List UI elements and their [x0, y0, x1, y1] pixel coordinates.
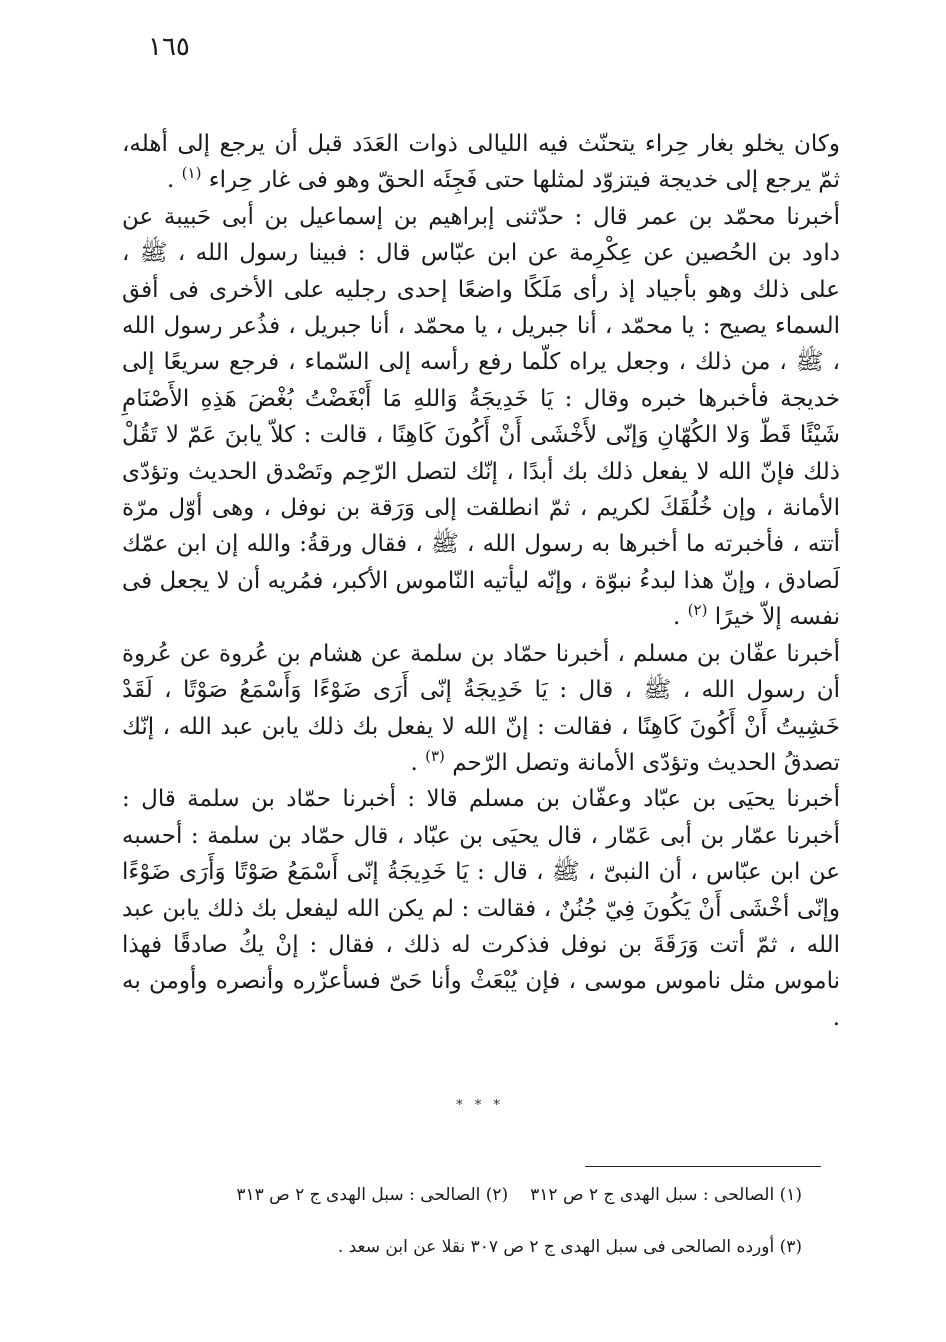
paragraph-3: [122, 636, 840, 782]
paragraph-3-tail: .: [410, 749, 426, 776]
footnote-line-1: [122, 1180, 802, 1210]
paragraph-1-tail: .: [167, 167, 182, 194]
footnote-divider: [585, 1166, 821, 1167]
section-separator: * * *: [456, 1098, 504, 1113]
paragraph-1: [122, 126, 840, 199]
paragraph-2-text: أخبرنا محمّد بن عمر قال : حدّثنى إبراهيم بن إسماعيل بن أبى حَبيبة عن داود بن الحُصين عن عِكْرِمة عن ابن عبّاس قال : فبينا رسول الله ، ﷺ ، على ذلك وهو بأجياد إذ رأى مَلَكًا واضعًا إحدى رجليه على الأخرى فى أفق السماء يصيح : يا محمّد ، أنا جبريل ، يا محمّد ، أنا جبريل ، فذُعر رسول الله ، ﷺ ، من ذلك ، وجعل يراه كلّما رفع رأسه إلى السّماء ، فرجع سريعًا إلى خديجة فأخبرها خبره وقال : يَا خَدِيجَةُ وَاللهِ مَا أَبْغَضْتُ بُغْضَ هَذِهِ الأَصْنَامِ شَيْئًا قَطّ وَلا الكُهّانِ وَإنّى لأَخْشَى أَنْ أَكُونَ كَاهِنًا ، قالت : كلاّ يابنَ عَمّ لا تَقُلْ ذلك فإنّ الله لا يفعل ذلك بك أبدًا ، إنّك لتصل الرّحِم وتَصْدق الحديث وتؤدّى الأمانة ، وإن خُلُقَكَ لكريم ، ثمّ انطلقت إلى وَرَقة بن نوفل ، وهى أوّل مرّة أتته ، فأخبرته ما أخبرها به رسول الله ، ﷺ ، فقال ورقةُ: والله إن ابن عمّك لَصادق ، وإنّ هذا لبدءُ نبوّة ، وإنّه ليأتيه النّاموس الأكبر، فمُريه أن لا يجعل فى نفسه إلاّ خيرًا: [122, 203, 840, 631]
footnote-ref-2: (٢): [687, 601, 708, 620]
footnotes: [122, 1180, 802, 1262]
paragraph-4: [122, 781, 840, 1036]
footnote-ref-3: (٣): [425, 746, 445, 765]
footnote-line-2: [122, 1232, 802, 1262]
footnote-1: (١) الصالحى : سبل الهدى ج ٢ ص ٣١٢: [530, 1185, 802, 1205]
footnote-ref-1: (١): [181, 164, 202, 183]
main-text-body: [122, 126, 840, 1036]
paragraph-3-text: أخبرنا عفّان بن مسلم ، أخبرنا حمّاد بن سلمة عن هشام بن عُروة عن عُروة أن رسول الله ، ﷺ ، قال : يَا خَدِيجَةُ إنّى أَرَى ضَوْءًا وَأَسْمَعُ صَوْتًا ، لَقَدْ خَشِيتُ أَنْ أَكُونَ كَاهِنًا ، فقالت : إنّ الله لا يفعل بك ذلك يابن عبد الله ، إنّك تصدقُ الحديث وتؤدّى الأمانة وتصل الرّحم: [122, 640, 840, 776]
page-number: ١٦٥: [148, 32, 190, 62]
paragraph-1-text: وكان يخلو بغار حِراء يتحنّث فيه الليالى ذوات العَدَد قبل أن يرجع إلى أهله، ثمّ يرجع إلى خديجة فيتزوّد لمثلها حتى فَجِئَه الحقّ وهو فى غار حِراء: [122, 131, 840, 194]
paragraph-2: [122, 199, 840, 636]
paragraph-2-tail: .: [673, 604, 688, 631]
footnote-3: (٣) أورده الصالحى فى سبل الهدى ج ٢ ص ٣٠٧ نقلا عن ابن سعد .: [337, 1237, 802, 1257]
paragraph-4-text: أخبرنا يحيَى بن عبّاد وعفّان بن مسلم قالا : أخبرنا حمّاد بن سلمة قال : أخبرنا عمّار بن أبى عَمّار ، قال يحيَى بن عبّاد ، قال حمّاد بن سلمة : أحسبه عن ابن عبّاس ، أن النبىّ ، ﷺ ، قال : يَا خَدِيجَةُ إنّى أَسْمَعُ صَوْتًا وَأَرَى ضَوْءًا وإنّى أخْشَى أَنْ يَكُونَ فِيّ جُنُنٌ ، فقالت : لم يكن الله ليفعل بك ذلك يابن عبد الله ، ثمّ أتت وَرَقَةَ بن نوفل فذكرت له ذلك ، فقال : إنْ يكُ صادقًا فهذا ناموس مثل ناموس موسى ، فإن يُبْعَثْ وأنا حَىّ فسأعزّره وأنصره وأومن به .: [122, 786, 840, 1031]
footnote-2: (٢) الصالحى : سبل الهدى ج ٢ ص ٣١٣: [236, 1185, 509, 1205]
